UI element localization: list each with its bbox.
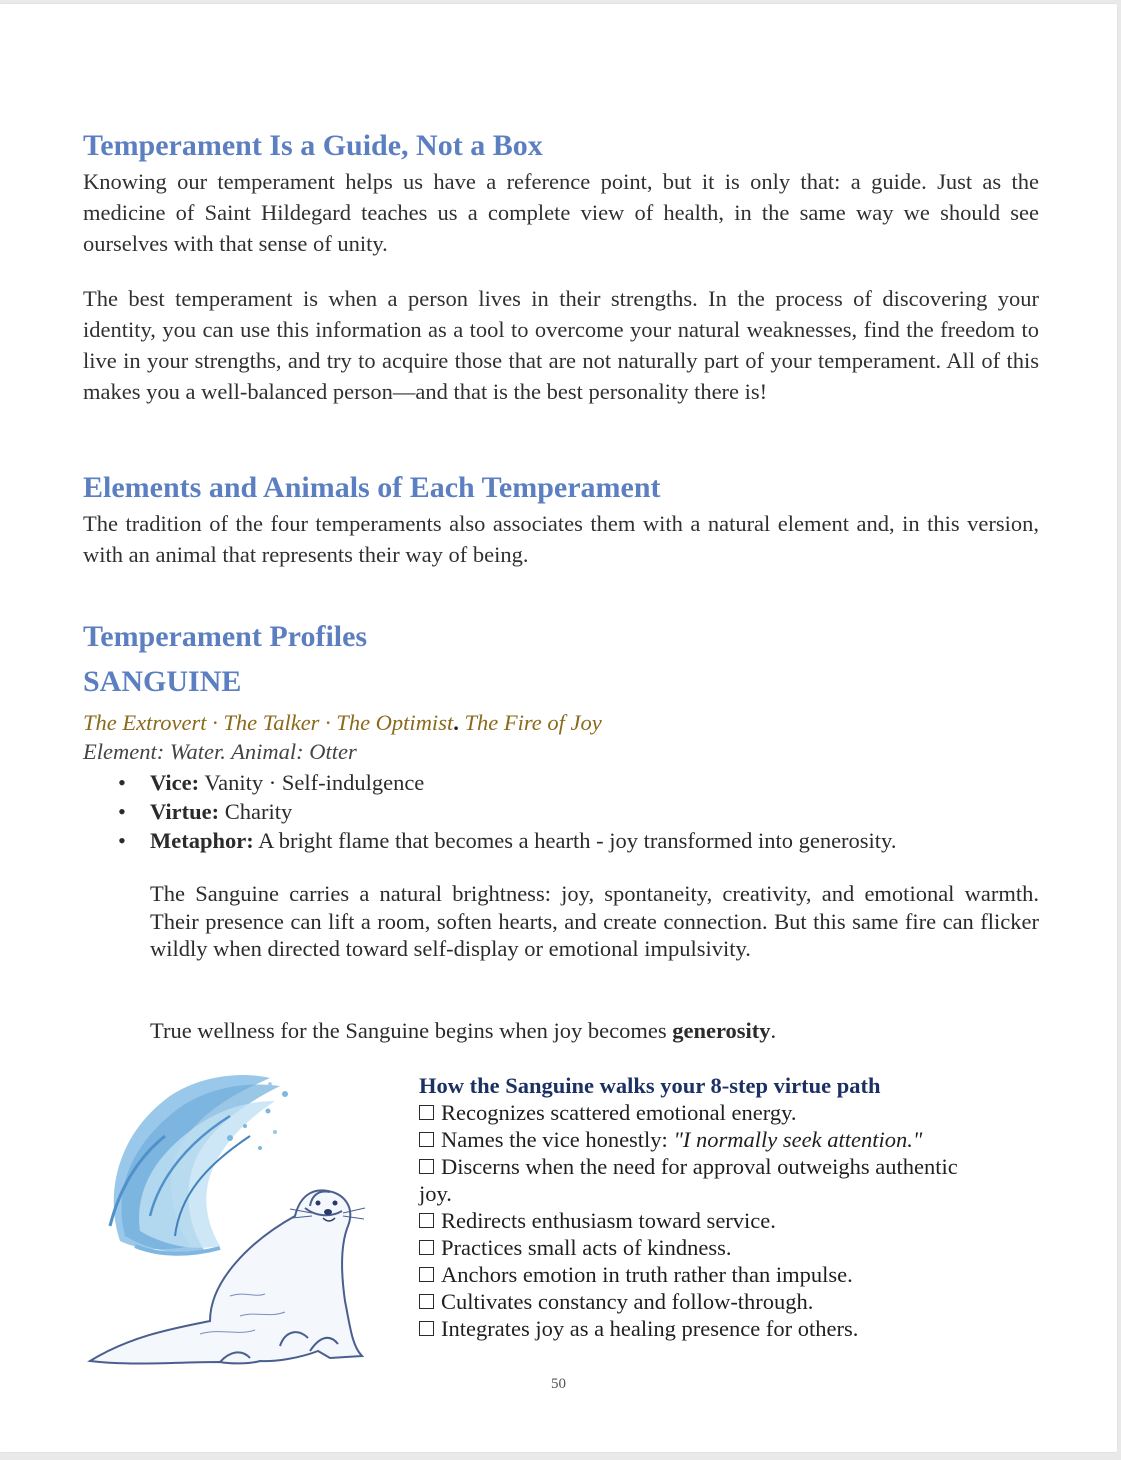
path-step[interactable] (419, 1315, 1039, 1342)
paragraph-elements: The tradition of the four temperaments also associates them with a natural element and, in this version, with an animal that represents their way of being. (83, 511, 1039, 567)
path-step[interactable] (419, 1153, 959, 1207)
path-step[interactable] (419, 1207, 1039, 1234)
section-heading-elements: Elements and Animals of Each Temperament (83, 471, 661, 504)
checkbox-icon[interactable] (419, 1240, 434, 1255)
document-page (0, 4, 1117, 1452)
step-text: Integrates joy as a healing presence for others. (441, 1316, 859, 1341)
path-step[interactable] (419, 1288, 1039, 1315)
metaphor-text: A bright flame that becomes a hearth - joy transformed into generosity. (253, 828, 897, 853)
step-text: Names the vice honestly: (441, 1127, 674, 1152)
path-step[interactable] (419, 1099, 1039, 1126)
checkbox-icon[interactable] (419, 1105, 434, 1120)
metaphor-label: Metaphor: (150, 828, 254, 853)
otter-icon (80, 1066, 380, 1376)
section-heading-guide: Temperament Is a Guide, Not a Box (83, 129, 543, 162)
step-text: Redirects enthusiasm toward service. (441, 1208, 776, 1233)
vice-label: Vice: (150, 770, 200, 795)
bullet-virtue (118, 797, 896, 826)
step-text: Recognizes scattered emotional energy. (441, 1100, 797, 1125)
bullet-dot-icon: • (118, 770, 126, 795)
otter-water-illustration (80, 1066, 380, 1376)
step-text: Practices small acts of kindness. (441, 1235, 732, 1260)
profile-heading-sanguine: SANGUINE (83, 665, 242, 698)
checkbox-icon[interactable] (419, 1294, 434, 1309)
step-text: Discerns when the need for approval outweighs authentic joy. (419, 1154, 958, 1206)
step-text: Anchors emotion in truth rather than impulse. (441, 1262, 853, 1287)
virtue-path-title: How the Sanguine walks your 8-step virtue path (419, 1073, 881, 1098)
sanguine-tagline (83, 709, 602, 737)
wellness-period: . (770, 1018, 777, 1043)
bullet-metaphor (118, 826, 897, 855)
element-animal-line: Element: Water. Animal: Otter (83, 739, 357, 764)
wellness-bold: generosity (672, 1018, 771, 1043)
wellness-text: True wellness for the Sanguine begins when joy becomes (150, 1018, 673, 1043)
sanguine-wellness (150, 1017, 1039, 1045)
virtue-text: Charity (219, 799, 293, 824)
sanguine-description: The Sanguine carries a natural brightness: joy, spontaneity, creativity, and emotional warmth. Their presence can lift a room, soften hearts, and create connection. But this same fire can flicker wildly when directed toward self-display or emotional impulsivity. (150, 881, 1039, 961)
vice-text: Vanity · Self-indulgence (199, 770, 425, 795)
checkbox-icon[interactable] (419, 1132, 434, 1147)
tagline-dot: . (453, 710, 459, 735)
section-heading-profiles: Temperament Profiles (83, 620, 368, 653)
bullet-dot-icon: • (118, 828, 126, 853)
virtue-path-checklist (419, 1099, 1039, 1342)
paragraph-guide-1: Knowing our temperament helps us have a reference point, but it is only that: a guide. Just as the medicine of Saint Hildegard teaches us a complete view of health, in the same way we should see ourselves with that sense of unity. (83, 169, 1039, 256)
bullet-vice (118, 768, 896, 797)
path-step[interactable] (419, 1261, 1039, 1288)
step-quote: "I normally seek attention." (673, 1127, 923, 1152)
tagline-traits: The Extrovert · The Talker · The Optimist (83, 710, 454, 735)
paragraph-guide-2: The best temperament is when a person lives in their strengths. In the process of discovering your identity, you can use this information as a tool to overcome your natural weaknesses, find the freedom to live in your strengths, and try to acquire those that are not naturally part of your temperament. All of this makes you a well-balanced person—and that is the best personality there is! (83, 286, 1039, 404)
sanguine-traits-list (118, 768, 897, 855)
virtue-label: Virtue: (150, 799, 220, 824)
tagline-fire: The Fire of Joy (458, 710, 602, 735)
bullet-dot-icon: • (118, 799, 126, 824)
page-number: 50 (551, 1376, 566, 1392)
path-step[interactable] (419, 1234, 1039, 1261)
checkbox-icon[interactable] (419, 1321, 434, 1336)
checkbox-icon[interactable] (419, 1213, 434, 1228)
step-text: Cultivates constancy and follow-through. (441, 1289, 814, 1314)
checkbox-icon[interactable] (419, 1267, 434, 1282)
checkbox-icon[interactable] (419, 1159, 434, 1174)
path-step[interactable] (419, 1126, 1039, 1153)
